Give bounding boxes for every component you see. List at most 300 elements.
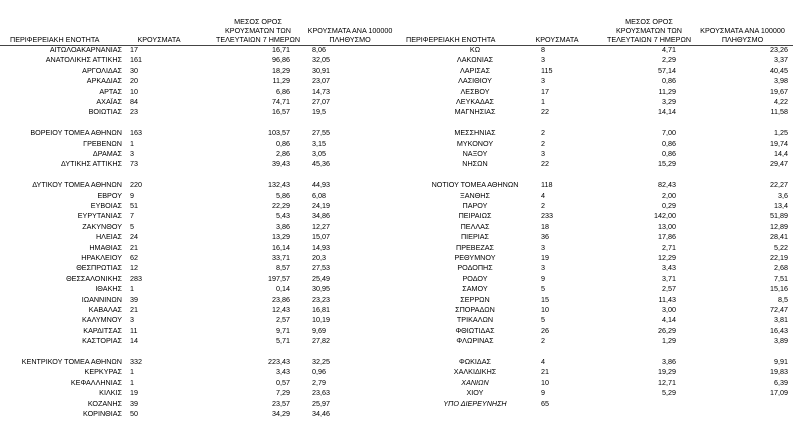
table-row	[400, 55, 793, 65]
cell-region: ΣΠΟΡΑΔΩΝ	[455, 305, 495, 314]
right-table-header	[400, 0, 793, 44]
header-cases: ΚΡΟΥΣΜΑΤΑ	[137, 35, 181, 44]
table-row	[0, 191, 400, 201]
cell-region: ΚΟΡΙΝΘΙΑΣ	[83, 409, 122, 418]
cell-cases: 15	[541, 294, 549, 304]
header-per100k	[304, 26, 396, 44]
cell-cases: 20	[130, 76, 138, 86]
cell-cases: 1	[130, 377, 134, 387]
cell-cases: 36	[541, 232, 549, 242]
table-row	[400, 357, 793, 367]
cell-per100k: 1,25	[774, 128, 788, 138]
header-per100k-line1: ΚΡΟΥΣΜΑΤΑ ΑΝΑ 100000	[700, 26, 785, 35]
table-row	[0, 315, 400, 325]
cell-region: ΕΥΒΟΙΑΣ	[90, 201, 122, 210]
cell-per100k: 22,19	[770, 253, 788, 262]
cell-per100k: 27,55	[312, 128, 330, 138]
cell-avg: 2,00	[662, 190, 676, 200]
cell-avg: 3,29	[662, 97, 676, 106]
table-row	[0, 274, 400, 284]
cell-region: ΙΘΑΚΗΣ	[95, 284, 122, 294]
table-row	[0, 45, 400, 55]
cell-region: ΑΙΤΩΛΟΑΚΑΡΝΑΝΙΑΣ	[49, 45, 122, 54]
cell-region: ΛΕΥΚΑΔΑΣ	[455, 97, 494, 106]
cell-region: ΠΡΕΒΕΖΑΣ	[456, 242, 494, 252]
cell-cases: 1	[541, 97, 545, 106]
cell-avg: 142,00	[654, 211, 676, 221]
table-row	[400, 253, 793, 263]
header-per100k-line1: ΚΡΟΥΣΜΑΤΑ ΑΝΑ 100000	[307, 26, 393, 35]
cell-region: ΡΟΔΟΠΗΣ	[457, 263, 493, 273]
cell-avg: 11,29	[272, 76, 290, 86]
cell-avg: 23,57	[272, 398, 290, 408]
cell-region: ΑΡΓΟΛΙΔΑΣ	[82, 65, 122, 75]
cell-per100k: 4,22	[774, 97, 788, 106]
cell-region: ΣΕΡΡΩΝ	[460, 294, 490, 304]
cell-cases: 3	[541, 55, 545, 65]
table-row	[0, 388, 400, 398]
cell-region: ΧΙΟΥ	[466, 388, 484, 398]
cell-cases: 14	[130, 336, 138, 346]
table-row	[400, 295, 793, 305]
cell-cases: 30	[130, 65, 138, 75]
cell-per100k: 2,68	[774, 263, 788, 273]
cell-cases: 65	[541, 398, 549, 408]
cell-per100k: 32,05	[312, 55, 330, 65]
cell-avg: 3,71	[662, 273, 676, 283]
cell-avg: 0,86	[662, 76, 676, 86]
cell-region: ΚΕΦΑΛΛΗΝΙΑΣ	[70, 377, 122, 387]
cell-per100k: 24,19	[312, 201, 330, 210]
cell-avg: 2,29	[662, 55, 676, 65]
cell-cases: 233	[541, 211, 553, 221]
cell-avg: 12,71	[658, 377, 676, 387]
right-table	[400, 0, 793, 429]
cell-per100k: 40,45	[770, 65, 788, 75]
cell-per100k: 25,49	[312, 273, 330, 283]
cell-cases: 1	[130, 367, 134, 377]
cell-per100k: 22,27	[770, 180, 788, 190]
cell-region: ΛΑΣΙΘΙΟΥ	[458, 76, 492, 86]
cell-avg: 23,86	[272, 294, 290, 304]
cell-cases: 84	[130, 97, 138, 106]
cell-per100k: 34,46	[312, 409, 330, 418]
table-row	[0, 336, 400, 346]
cell-cases: 4	[541, 190, 545, 200]
cell-per100k: 23,26	[770, 45, 788, 54]
cell-avg: 11,29	[658, 86, 676, 96]
cell-per100k: 5,22	[774, 242, 788, 252]
cell-per100k: 27,53	[312, 263, 330, 273]
cell-per100k: 15,07	[312, 232, 330, 242]
cell-per100k: 2,79	[312, 377, 326, 387]
cell-per100k: 12,89	[770, 221, 788, 231]
cell-avg: 4,14	[662, 315, 676, 325]
cell-region: ΞΑΝΘΗΣ	[460, 190, 490, 200]
cell-cases: 21	[130, 242, 138, 252]
cell-per100k: 30,95	[312, 284, 330, 294]
cell-region: ΔΥΤΙΚΟΥ ΤΟΜΕΑ ΑΘΗΝΩΝ	[32, 180, 122, 190]
header-avg-line2: ΚΡΟΥΣΜΑΤΩΝ ΤΩΝ	[225, 26, 291, 35]
cell-region: ΧΑΛΚΙΔΙΚΗΣ	[453, 367, 497, 377]
header-avg	[212, 17, 304, 44]
cell-avg: 12,29	[658, 253, 676, 262]
cell-per100k: 45,36	[312, 159, 330, 169]
cell-cases: 9	[130, 190, 134, 200]
cell-cases: 18	[541, 221, 549, 231]
table-row	[0, 66, 400, 76]
cell-avg: 3,00	[662, 305, 676, 314]
table-row	[400, 336, 793, 346]
cell-region: ΦΛΩΡΙΝΑΣ	[456, 336, 494, 346]
cell-avg: 18,29	[272, 65, 290, 75]
cell-region: ΝΑΞΟΥ	[462, 149, 488, 158]
table-row	[0, 76, 400, 86]
cell-cases: 3	[541, 76, 545, 86]
cell-region: ΘΕΣΠΡΩΤΙΑΣ	[76, 263, 122, 273]
cell-cases: 5	[130, 221, 134, 231]
cell-cases: 19	[541, 253, 549, 262]
table-row	[400, 107, 793, 117]
table-row	[400, 201, 793, 211]
cell-per100k: 51,89	[770, 211, 788, 221]
cell-avg: 3,43	[276, 367, 290, 377]
cell-per100k: 23,63	[312, 388, 330, 398]
cell-avg: 16,57	[272, 107, 290, 117]
table-row	[0, 149, 400, 159]
cell-per100k: 11,58	[770, 107, 788, 117]
cell-per100k: 14,73	[312, 86, 330, 96]
cell-cases: 115	[541, 65, 553, 75]
cell-cases: 50	[130, 409, 138, 418]
table-row	[0, 357, 400, 367]
cell-cases: 7	[130, 211, 134, 221]
cell-cases: 283	[130, 273, 142, 283]
cell-region: ΛΕΣΒΟΥ	[460, 86, 490, 96]
cell-avg: 6,86	[276, 86, 290, 96]
cell-avg: 12,43	[272, 305, 290, 314]
cell-avg: 223,43	[268, 357, 290, 366]
cell-region: ΡΟΔΟΥ	[462, 273, 488, 283]
cell-avg: 96,86	[272, 55, 290, 65]
cell-region: ΦΩΚΙΔΑΣ	[459, 357, 491, 366]
cell-avg: 4,71	[662, 45, 676, 54]
cell-avg: 3,86	[276, 221, 290, 231]
cell-per100k: 23,07	[312, 76, 330, 86]
cell-region: ΡΕΘΥΜΝΟΥ	[454, 253, 496, 262]
cell-avg: 197,57	[268, 273, 290, 283]
cell-avg: 103,57	[268, 128, 290, 138]
table-row	[400, 274, 793, 284]
cell-per100k: 19,5	[312, 107, 326, 117]
table-row	[0, 180, 400, 190]
cell-cases: 22	[541, 107, 549, 117]
cell-region: ΑΝΑΤΟΛΙΚΗΣ ΑΤΤΙΚΗΣ	[45, 55, 122, 65]
header-avg-line1: ΜΕΣΟΣ ΟΡΟΣ	[625, 17, 673, 26]
cell-avg: 0,86	[662, 149, 676, 158]
cell-cases: 51	[130, 201, 138, 210]
cell-region: ΔΥΤΙΚΗΣ ΑΤΤΙΚΗΣ	[61, 159, 122, 169]
cell-per100k: 0,96	[312, 367, 326, 377]
cell-region: ΥΠΟ ΔΙΕΡΕΥΝΗΣΗ	[443, 398, 507, 408]
cell-cases: 2	[541, 138, 545, 148]
cell-avg: 3,43	[662, 263, 676, 273]
cell-region: ΑΧΑΪΑΣ	[96, 97, 122, 106]
cell-per100k: 19,67	[770, 86, 788, 96]
cell-cases: 2	[541, 201, 545, 210]
cell-avg: 16,71	[272, 45, 290, 54]
table-row	[0, 295, 400, 305]
cell-region: ΚΑΒΑΛΑΣ	[88, 305, 122, 314]
table-row	[0, 128, 400, 138]
cell-avg: 33,71	[272, 253, 290, 262]
cell-per100k: 9,69	[312, 325, 326, 335]
cell-cases: 22	[541, 159, 549, 169]
cell-region: ΒΟΡΕΙΟΥ ΤΟΜΕΑ ΑΘΗΝΩΝ	[30, 128, 122, 138]
table-row	[400, 211, 793, 221]
cell-region: ΣΑΜΟΥ	[462, 284, 488, 294]
cell-cases: 21	[130, 305, 138, 314]
cell-avg: 5,71	[276, 336, 290, 346]
cell-region: ΠΙΕΡΙΑΣ	[460, 232, 489, 242]
cell-region: ΖΑΚΥΝΘΟΥ	[82, 221, 122, 231]
cell-per100k: 29,47	[770, 159, 788, 169]
table-row	[400, 139, 793, 149]
cell-region: ΠΕΛΛΑΣ	[460, 221, 490, 231]
table-row	[0, 107, 400, 117]
cell-avg: 132,43	[268, 180, 290, 190]
table-row	[0, 159, 400, 169]
cell-avg: 7,29	[276, 388, 290, 398]
cell-region: ΘΕΣΣΑΛΟΝΙΚΗΣ	[66, 273, 122, 283]
cell-region: ΗΛΕΙΑΣ	[95, 232, 122, 242]
cell-per100k: 34,86	[312, 211, 330, 221]
cell-per100k: 6,08	[312, 190, 326, 200]
table-row	[400, 326, 793, 336]
cell-per100k: 3,37	[774, 55, 788, 65]
cell-cases: 73	[130, 159, 138, 169]
cell-cases: 26	[541, 325, 549, 335]
table-row	[0, 284, 400, 294]
table-row	[400, 87, 793, 97]
cell-region: ΜΥΚΟΝΟΥ	[456, 138, 494, 148]
cell-cases: 24	[130, 232, 138, 242]
cell-per100k: 12,27	[312, 221, 330, 231]
cell-avg: 15,29	[658, 159, 676, 169]
header-per100k	[695, 26, 790, 44]
cell-avg: 5,43	[276, 211, 290, 221]
cell-cases: 19	[130, 388, 138, 398]
header-avg-line3: ΤΕΛΕΥΤΑΙΩΝ 7 ΗΜΕΡΩΝ	[215, 35, 301, 44]
cell-region: ΜΕΣΣΗΝΙΑΣ	[454, 128, 496, 138]
cell-region: ΤΡΙΚΑΛΩΝ	[456, 315, 494, 325]
header-per100k-line2: ΠΛΗΘΥΣΜΟ	[329, 35, 371, 44]
cell-region: ΠΕΙΡΑΙΩΣ	[458, 211, 492, 221]
cell-cases: 118	[541, 180, 553, 190]
cell-region: ΕΒΡΟΥ	[97, 190, 122, 200]
cell-cases: 5	[541, 284, 545, 294]
cell-cases: 17	[541, 86, 549, 96]
cell-cases: 12	[130, 263, 138, 273]
cell-per100k: 10,19	[312, 315, 330, 325]
cell-avg: 9,71	[276, 325, 290, 335]
table-row	[0, 139, 400, 149]
cell-avg: 5,29	[662, 388, 676, 398]
cell-region: ΓΡΕΒΕΝΩΝ	[83, 138, 122, 148]
cell-per100k: 14,93	[312, 242, 330, 252]
cell-avg: 0,29	[662, 201, 676, 210]
cell-per100k: 3,89	[774, 336, 788, 346]
table-row	[0, 409, 400, 419]
cell-avg: 0,86	[662, 138, 676, 148]
table-row	[400, 284, 793, 294]
cell-cases: 11	[130, 325, 138, 335]
cell-cases: 10	[130, 86, 138, 96]
table-row	[0, 87, 400, 97]
header-region: ΠΕΡΙΦΕΡΕΙΑΚΗ ΕΝΟΤΗΤΑ	[10, 35, 100, 44]
cell-per100k: 19,83	[770, 367, 788, 377]
cell-region: ΚΑΛΥΜΝΟΥ	[82, 315, 122, 325]
cell-cases: 10	[541, 305, 549, 314]
cell-avg: 2,57	[276, 315, 290, 325]
cell-cases: 1	[130, 284, 134, 294]
cell-cases: 2	[541, 336, 545, 346]
table-row	[0, 367, 400, 377]
cell-per100k: 9,91	[774, 357, 788, 366]
cell-per100k: 7,51	[774, 273, 788, 283]
cell-avg: 0,57	[276, 377, 290, 387]
table-row	[400, 222, 793, 232]
cell-cases: 10	[541, 377, 549, 387]
cell-per100k: 8,5	[778, 294, 788, 304]
table-row	[400, 149, 793, 159]
cell-avg: 0,86	[276, 138, 290, 148]
cell-region: ΑΡΤΑΣ	[99, 86, 122, 96]
cell-per100k: 44,93	[312, 180, 330, 190]
header-avg-line3: ΤΕΛΕΥΤΑΙΩΝ 7 ΗΜΕΡΩΝ	[606, 35, 692, 44]
cell-cases: 3	[541, 263, 545, 273]
cell-cases: 3	[541, 149, 545, 158]
cell-cases: 163	[130, 128, 142, 138]
table-row	[400, 232, 793, 242]
cell-cases: 161	[130, 55, 142, 65]
cell-per100k: 14,4	[774, 149, 788, 158]
table-row	[0, 399, 400, 409]
table-row	[0, 211, 400, 221]
cell-avg: 22,29	[272, 201, 290, 210]
cell-avg: 19,29	[658, 367, 676, 377]
cell-avg: 26,29	[658, 325, 676, 335]
cell-per100k: 3,98	[774, 76, 788, 86]
table-row	[0, 305, 400, 315]
table-row	[0, 263, 400, 273]
cell-per100k: 13,4	[774, 201, 788, 210]
cell-avg: 17,86	[658, 232, 676, 242]
cell-avg: 2,71	[662, 242, 676, 252]
cell-avg: 34,29	[272, 409, 290, 418]
cell-per100k: 32,25	[312, 357, 330, 366]
cell-cases: 62	[130, 253, 138, 262]
cell-per100k: 20,3	[312, 253, 326, 262]
cell-region: ΚΕΡΚΥΡΑΣ	[84, 367, 122, 377]
table-row	[400, 378, 793, 388]
cell-cases: 9	[541, 273, 545, 283]
cell-region: ΚΟΖΑΝΗΣ	[87, 398, 122, 408]
cell-avg: 39,43	[272, 159, 290, 169]
table-row	[400, 180, 793, 190]
cell-per100k: 8,06	[312, 45, 326, 54]
cell-cases: 39	[130, 398, 138, 408]
cell-region: ΛΑΚΩΝΙΑΣ	[456, 55, 494, 65]
table-row	[0, 55, 400, 65]
table-row	[400, 159, 793, 169]
table-row	[400, 97, 793, 107]
cell-region: ΚΑΡΔΙΤΣΑΣ	[83, 325, 122, 335]
cell-region: ΙΩΑΝΝΙΝΩΝ	[81, 294, 122, 304]
cell-per100k: 3,05	[312, 149, 326, 158]
cell-avg: 1,29	[662, 336, 676, 346]
cell-avg: 57,14	[658, 65, 676, 75]
cell-region: ΧΑΝΙΩΝ	[461, 377, 489, 387]
cell-region: ΝΟΤΙΟΥ ΤΟΜΕΑ ΑΘΗΝΩΝ	[431, 180, 519, 190]
cell-per100k: 19,74	[770, 138, 788, 148]
cell-cases: 1	[130, 138, 134, 148]
table-row	[400, 66, 793, 76]
header-avg	[603, 17, 695, 44]
cell-avg: 11,43	[658, 294, 676, 304]
cell-per100k: 3,81	[774, 315, 788, 325]
cell-per100k: 27,82	[312, 336, 330, 346]
cell-region: ΠΑΡΟΥ	[462, 201, 488, 210]
table-row	[400, 128, 793, 138]
cell-cases: 3	[130, 315, 134, 325]
header-avg-line2: ΚΡΟΥΣΜΑΤΩΝ ΤΩΝ	[616, 26, 682, 35]
table-row	[0, 326, 400, 336]
table-row	[400, 305, 793, 315]
table-row	[400, 367, 793, 377]
cell-per100k: 17,09	[770, 388, 788, 398]
cell-cases: 4	[541, 357, 545, 366]
cell-per100k: 72,47	[770, 305, 788, 314]
table-row	[0, 232, 400, 242]
table-row	[400, 45, 793, 55]
left-table-header	[0, 0, 400, 44]
cell-avg: 16,14	[272, 242, 290, 252]
cell-region: ΒΟΙΩΤΙΑΣ	[88, 107, 122, 117]
cell-avg: 13,00	[658, 221, 676, 231]
cell-cases: 3	[541, 242, 545, 252]
cell-region: ΚΕΝΤΡΙΚΟΥ ΤΟΜΕΑ ΑΘΗΝΩΝ	[21, 357, 122, 366]
cell-cases: 220	[130, 180, 142, 190]
cell-cases: 2	[541, 128, 545, 138]
cell-avg: 5,86	[276, 190, 290, 200]
cell-cases: 21	[541, 367, 549, 377]
table-row	[400, 191, 793, 201]
table-row	[0, 253, 400, 263]
table-row	[400, 315, 793, 325]
cell-cases: 39	[130, 294, 138, 304]
cell-region: ΕΥΡΥΤΑΝΙΑΣ	[77, 211, 122, 221]
cell-avg: 74,71	[272, 97, 290, 106]
cell-region: ΗΡΑΚΛΕΙΟΥ	[81, 253, 122, 262]
table-row	[400, 243, 793, 253]
table-row	[0, 97, 400, 107]
header-cases: ΚΡΟΥΣΜΑΤΑ	[535, 35, 579, 44]
table-row	[0, 222, 400, 232]
cell-avg: 2,86	[276, 149, 290, 158]
cell-per100k: 16,81	[312, 305, 330, 314]
cell-per100k: 23,23	[312, 294, 330, 304]
